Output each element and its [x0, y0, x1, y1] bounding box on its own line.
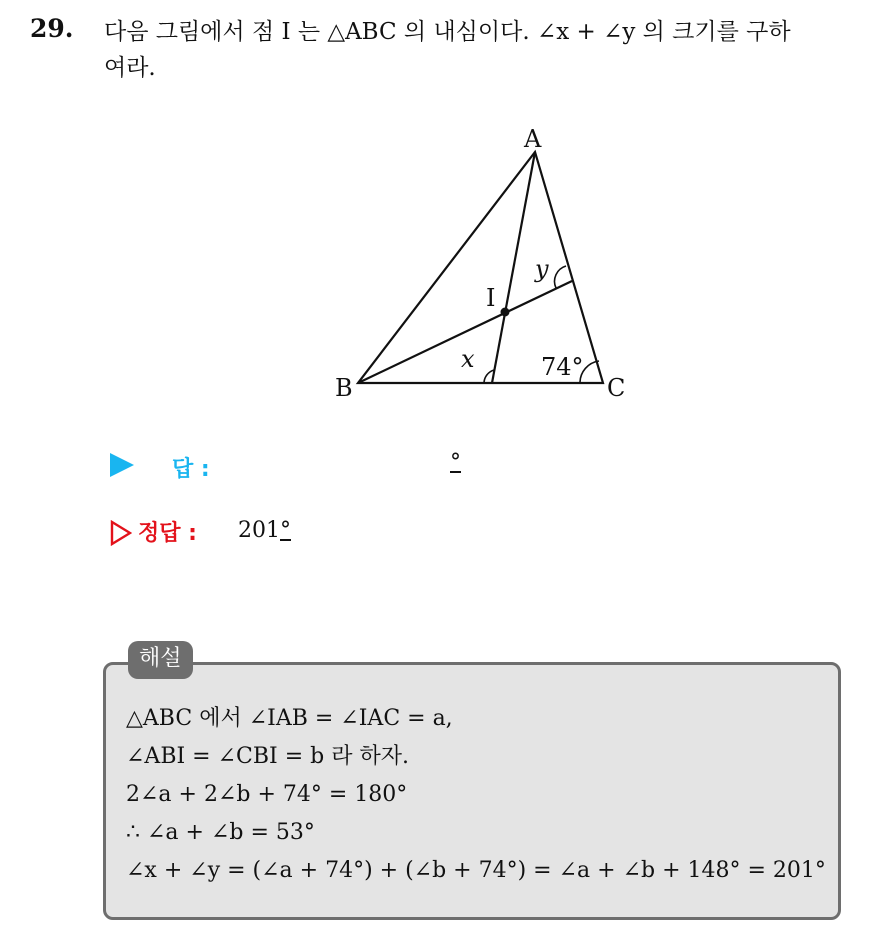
outline-triangle-icon	[110, 520, 132, 546]
solution-line: ∴ ∠a + ∠b = 53°	[126, 820, 315, 845]
answer-row	[110, 450, 461, 482]
question-text-line1: 다음 그림에서 점 I 는 △ABC 의 내심이다. ∠x + ∠y 의 크기를 구하	[104, 19, 791, 45]
bisector-from-a	[492, 152, 535, 383]
solution-line: △ABC 에서 ∠IAB = ∠IAC = a,	[126, 706, 453, 731]
question-text-line2: 여라.	[104, 55, 156, 81]
answer-label: 답 :	[172, 457, 210, 482]
play-triangle-icon	[110, 453, 134, 477]
label-y: y	[535, 255, 549, 283]
label-angle-c: 74°	[541, 353, 584, 381]
label-b: B	[335, 374, 353, 402]
question-number: 29.	[30, 14, 74, 43]
label-a: A	[524, 125, 542, 153]
triangle-abc	[358, 152, 603, 383]
answer-unit: °	[450, 450, 461, 475]
triangle-figure	[320, 120, 640, 410]
incenter-point	[501, 308, 510, 317]
solution-line: 2∠a + 2∠b + 74° = 180°	[126, 782, 408, 807]
question-text	[104, 14, 874, 86]
correct-answer-label: 정답 :	[138, 521, 197, 546]
solution-lines	[126, 700, 826, 890]
answer-blank[interactable]	[450, 450, 461, 475]
label-i: I	[486, 284, 496, 312]
solution-line: ∠ABI = ∠CBI = b 라 하자.	[126, 744, 409, 769]
label-c: C	[607, 374, 626, 402]
label-x: x	[461, 345, 475, 373]
correct-answer-value: 201°	[238, 518, 291, 543]
solution-tag: 해설	[128, 641, 193, 679]
solution-line: ∠x + ∠y = (∠a + 74°) + (∠b + 74°) = ∠a + ∠b + 148° = 201°	[126, 858, 826, 883]
